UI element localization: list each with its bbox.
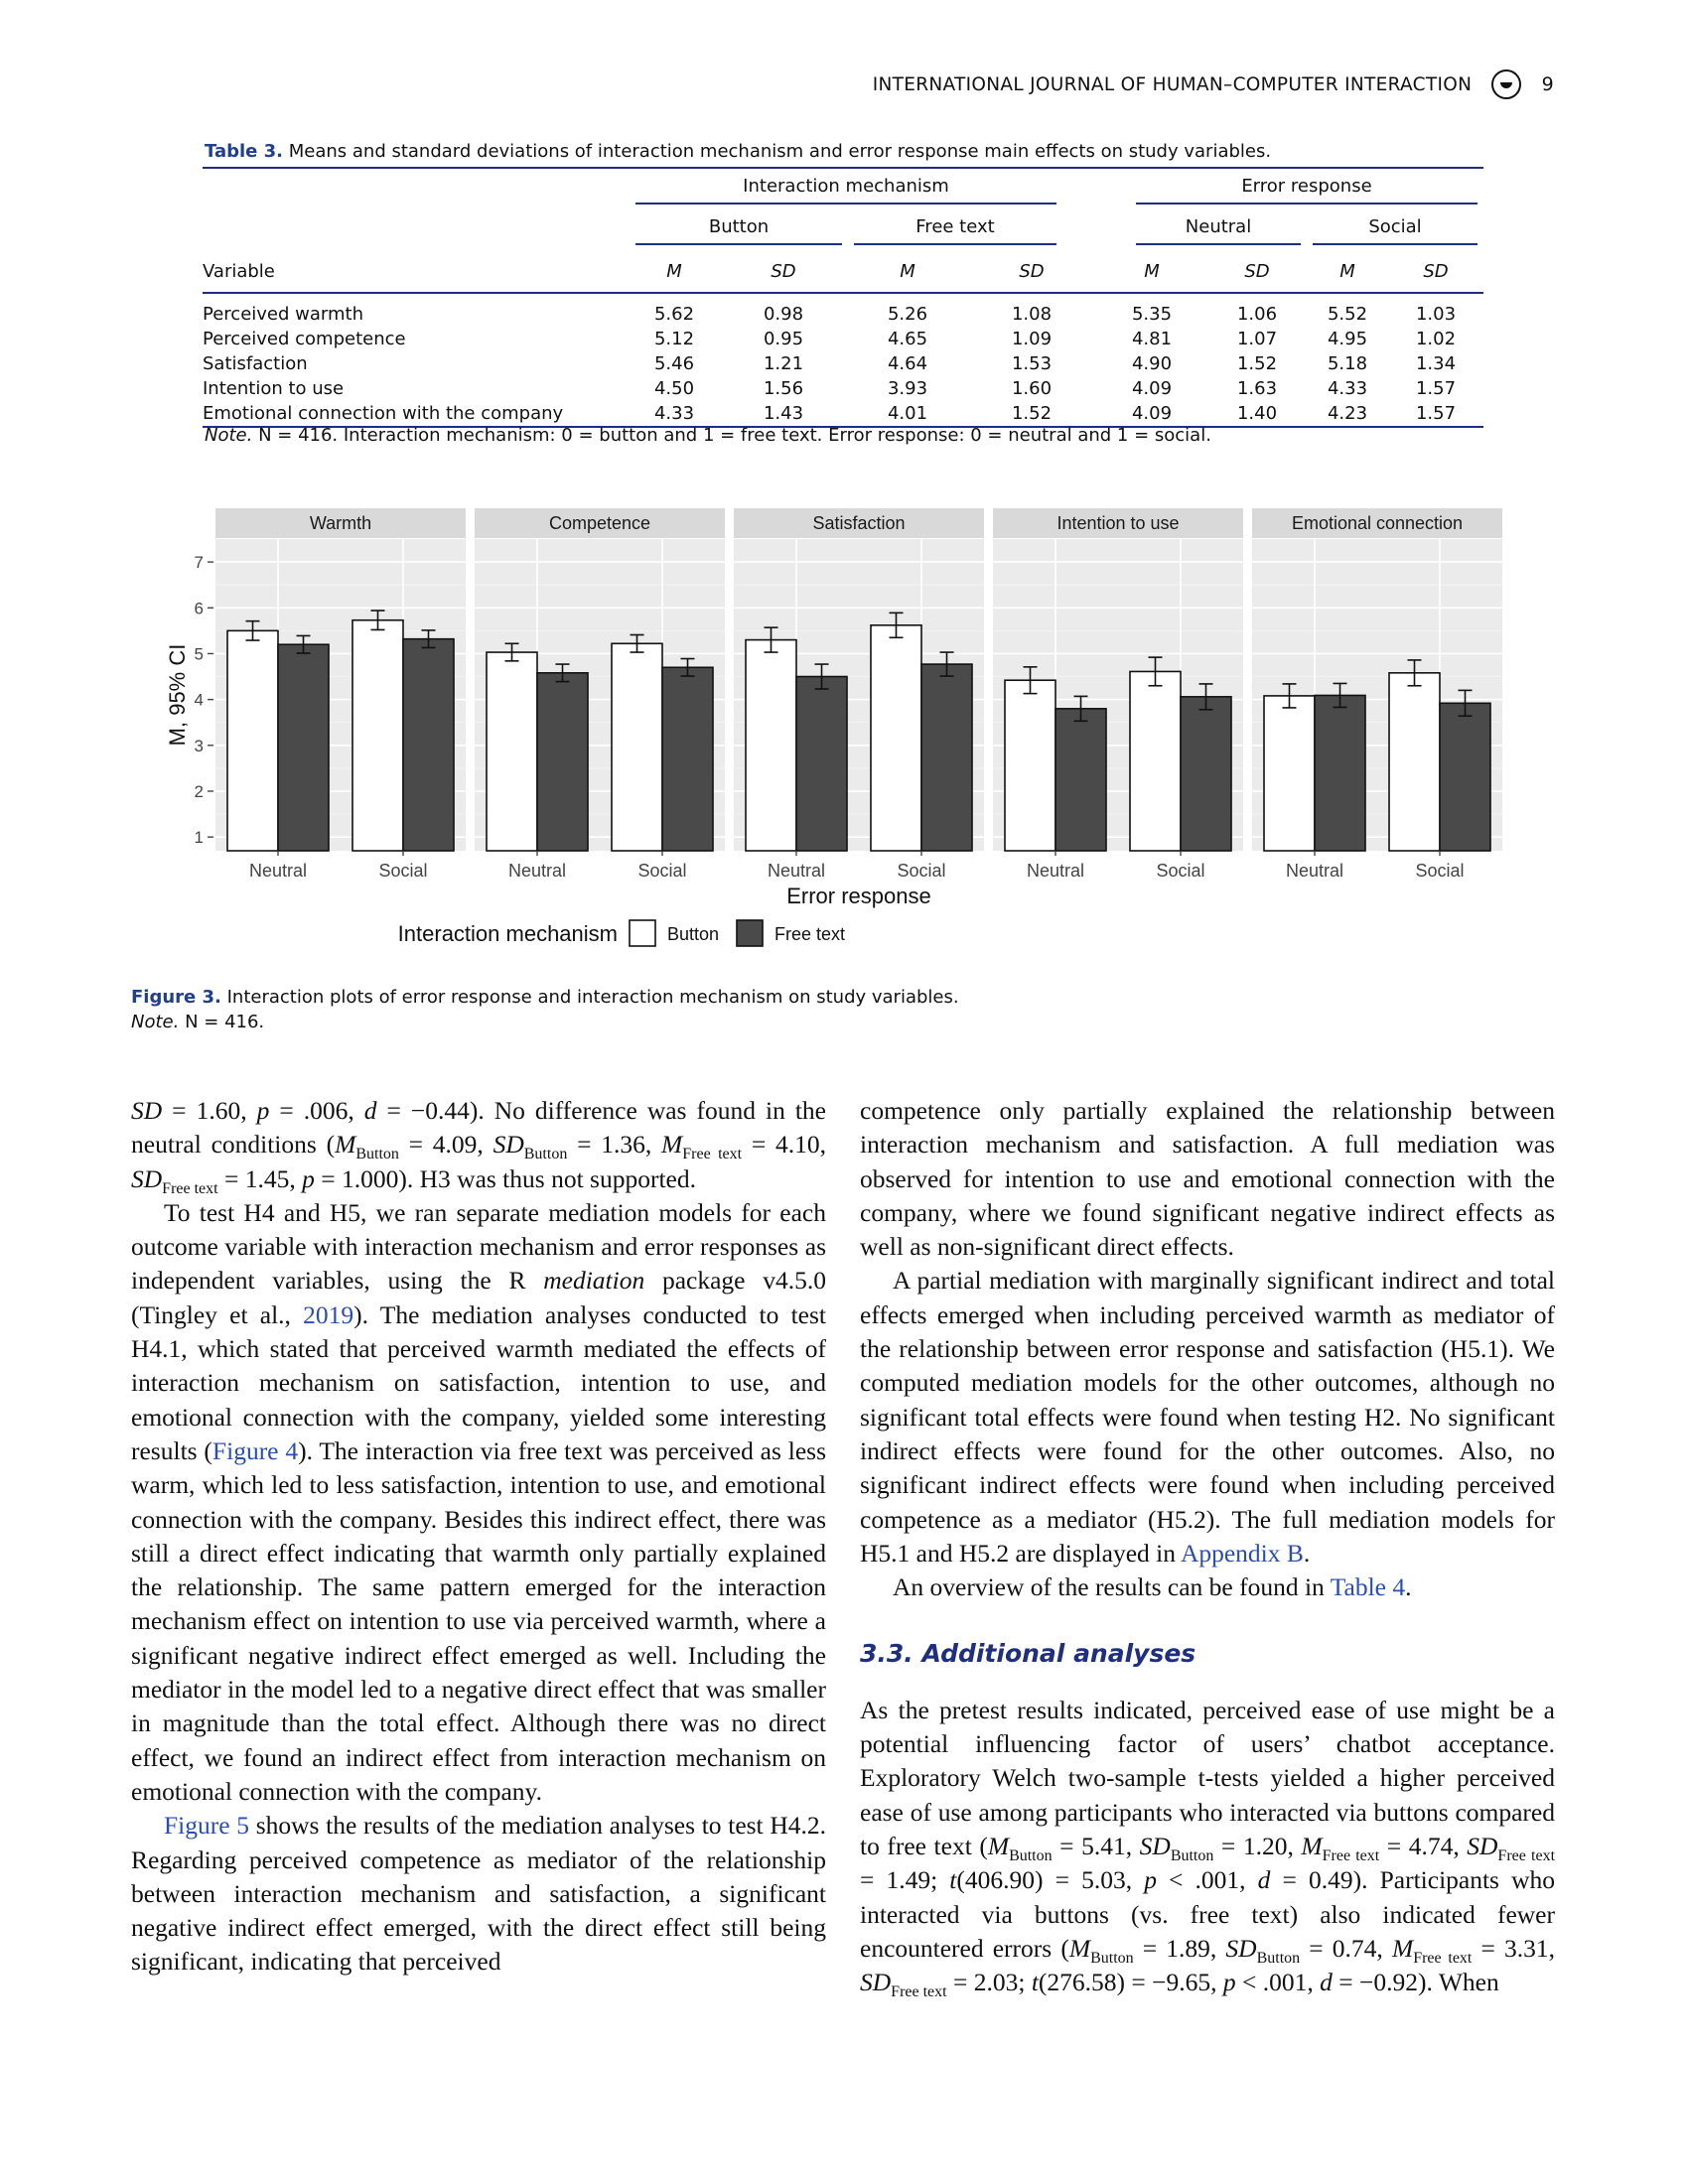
citation-link[interactable]: 2019: [303, 1299, 354, 1329]
header-m: M: [1307, 250, 1388, 293]
table-cell: 3.93: [887, 378, 928, 399]
table-label: Table 3.: [205, 141, 283, 162]
figure-5-link[interactable]: Figure 5: [164, 1811, 250, 1841]
row-label: Intention to use: [203, 378, 345, 399]
panel-title: Competence: [548, 513, 651, 533]
x-tick-label: Social: [378, 861, 428, 881]
x-tick-label: Neutral: [1026, 861, 1085, 881]
table-cell: 1.40: [1207, 401, 1307, 427]
bar: [537, 673, 588, 851]
table-note-text: N = 416. Interaction mechanism: 0 = button and 1 = free text. Error response: 0 = neutral and 1 = social.: [258, 425, 1211, 446]
body-paragraph: SD = 1.60, p = .006, d = −0.44). No difference was found in the neutral conditions ($M_{Button} = 4.09$, $SD_{Button} = 1.36$, $M_{Free text} = 4.10$, $SD_{Free text} = 1.45$, p = 1.000). H3 was thus not supported.: [131, 1096, 826, 1197]
table-row: [203, 327, 1483, 351]
header-sd: SD: [719, 250, 848, 293]
bar: [403, 639, 454, 851]
table-cell: 1.57: [1388, 401, 1483, 427]
body-paragraph: As the pretest results indicated, perceived ease of use might be a potential influencing factor of users’ chatbot acceptance. Exploratory Welch two-sample t-tests yielded a higher perceived ease of use among participants who interacted via buttons compared to free text ($M_{Button} = 5.41$, $SD_{Button} = 1.20$, $M_{Free text} = 4.74$, $SD_{Free text} = 1.49$; t(406.90) = 5.03, p < .001, d = 0.49). Participants who interacted via buttons (vs. free text) also indicated fewer encountered errors ($M_{Button} = 1.89$, $SD_{Button} = 0.74$, $M_{Free text} = 3.31$, $SD_{Free text} = 2.03$; t(276.58) = −9.65, p < .001, d = −0.92). When: [860, 1695, 1556, 2001]
table-cell: 1.09: [1011, 329, 1053, 349]
header-m: M: [848, 250, 967, 293]
y-tick-label: 3: [194, 736, 204, 755]
row-label: Satisfaction: [203, 353, 308, 374]
y-tick-label: 2: [194, 781, 204, 801]
results-table: [203, 167, 1483, 428]
bar: [796, 677, 847, 851]
panel-title: Emotional connection: [1291, 513, 1464, 533]
header-error-response: Error response: [1096, 168, 1483, 210]
table-cell: 1.63: [1236, 378, 1278, 399]
bar: [1005, 680, 1055, 851]
table-cell: 1.57: [1415, 378, 1457, 399]
table-cell: 4.09: [1131, 378, 1173, 399]
table-cell: 1.02: [1415, 329, 1457, 349]
table-cell: 4.64: [887, 353, 928, 374]
table-cell: 4.95: [1327, 329, 1368, 349]
journal-logo-icon: [1491, 69, 1521, 99]
left-column: [131, 1094, 826, 1979]
bar: [278, 644, 329, 851]
y-tick-label: 6: [194, 599, 204, 618]
bar: [487, 652, 537, 851]
table-row: [203, 401, 1483, 427]
panel-title: Intention to use: [1056, 513, 1180, 533]
table-cell: 5.62: [653, 304, 695, 325]
bar: [612, 643, 662, 851]
x-tick-label: Neutral: [248, 861, 308, 881]
table-cell: 1.60: [1011, 378, 1053, 399]
body-paragraph: An overview of the results can be found in Table 4.: [893, 1572, 1412, 1602]
table-cell: 4.09: [1096, 401, 1207, 427]
bar: [1055, 709, 1106, 851]
right-column: [860, 1094, 1555, 1999]
bar: [1181, 697, 1231, 851]
header-sd: SD: [967, 250, 1096, 293]
panel-title: Warmth: [309, 513, 372, 533]
x-tick-label: Social: [897, 861, 946, 881]
bar: [1315, 695, 1365, 851]
legend-label: Button: [667, 924, 720, 944]
y-axis-label: M, 95% CI: [165, 643, 190, 747]
table-note: [205, 425, 1211, 446]
table-caption-text: Means and standard deviations of interaction mechanism and error response main effects on study variables.: [288, 141, 1272, 162]
bar: [746, 640, 796, 851]
table-cell: 0.98: [763, 304, 804, 325]
table-cell: 5.12: [653, 329, 695, 349]
y-tick-label: 4: [194, 690, 204, 710]
table-cell: 5.26: [887, 304, 928, 325]
bar: [921, 664, 972, 851]
header-interaction-mechanism: Interaction mechanism: [630, 168, 1096, 210]
header-m: M: [630, 250, 719, 293]
section-heading: 3.3. Additional analyses: [860, 1639, 1196, 1669]
x-tick-label: Social: [1156, 861, 1205, 881]
x-tick-label: Social: [637, 861, 687, 881]
table-cell: 4.33: [630, 401, 719, 427]
x-tick-label: Neutral: [767, 861, 826, 881]
table-row: [203, 376, 1483, 401]
table-cell: 4.33: [1327, 378, 1368, 399]
header-button: Button: [630, 210, 848, 250]
x-tick-label: Social: [1415, 861, 1465, 881]
row-label: Perceived warmth: [203, 304, 363, 325]
figure-4-link[interactable]: Figure 4: [211, 1435, 299, 1465]
table-cell: 0.95: [763, 329, 804, 349]
row-label: Emotional connection with the company: [203, 401, 630, 427]
table-4-link[interactable]: Table 4: [1330, 1572, 1406, 1602]
table-cell: 1.56: [763, 378, 804, 399]
figure-caption: [131, 985, 959, 1034]
x-tick-label: Neutral: [1285, 861, 1344, 881]
table-cell: 5.52: [1327, 304, 1368, 325]
table-cell: 4.01: [848, 401, 967, 427]
body-paragraph: competence only partially explained the relationship between interaction mechanism and satisfaction. A full mediation was observed for intention to use and emotional connection with the company, where we found significant negative indirect effects as well as non-significant direct effects.: [860, 1096, 1555, 1262]
table-cell: 1.52: [967, 401, 1096, 427]
table-row: [203, 293, 1483, 327]
table-cell: 5.18: [1327, 353, 1368, 374]
row-label: Perceived competence: [203, 329, 406, 349]
table-cell: 4.23: [1307, 401, 1388, 427]
table-note-label: Note.: [205, 425, 253, 446]
appendix-b-link[interactable]: Appendix B: [1180, 1538, 1304, 1568]
table-cell: 1.43: [719, 401, 848, 427]
table-cell: 1.52: [1236, 353, 1278, 374]
x-tick-label: Neutral: [507, 861, 567, 881]
interaction-chart: [149, 496, 1529, 963]
header-neutral: Neutral: [1096, 210, 1307, 250]
table-cell: 1.34: [1415, 353, 1457, 374]
bar: [1264, 696, 1315, 851]
bar: [1130, 671, 1181, 851]
bar: [662, 667, 713, 851]
body-paragraph: A partial mediation with marginally significant indirect and total effects emerged when including perceived warmth as mediator of the relationship between error response and satisfaction (H5.1). We computed mediation models for the other outcomes, although no significant total effects were found when testing H2. No significant indirect effects were found for the other outcomes. Also, no significant indirect effects were found when including perceived competence as a mediator (H5.2). The full mediation models for H5.1 and H5.2 are displayed in Appendix B.: [860, 1266, 1555, 1568]
header-variable: Variable: [203, 250, 630, 293]
x-axis-label: Error response: [786, 884, 931, 908]
header-free-text: Free text: [848, 210, 1096, 250]
body-paragraph: Figure 5 shows the results of the mediation analyses to test H4.2. Regarding perceived competence as mediator of the relationship between interaction mechanism and satisfaction, a significant negative indirect effect emerged, with the direct effect still being significant, indicating that perceived: [131, 1811, 826, 1977]
table-cell: 4.50: [653, 378, 695, 399]
header-sd: SD: [1207, 250, 1307, 293]
bar: [352, 620, 403, 851]
table-cell: 1.21: [763, 353, 804, 374]
table-cell: 1.03: [1415, 304, 1457, 325]
table-cell: 4.90: [1131, 353, 1173, 374]
header-social: Social: [1307, 210, 1483, 250]
figure-caption-text: Interaction plots of error response and interaction mechanism on study variables.: [226, 987, 959, 1008]
journal-name: INTERNATIONAL JOURNAL OF HUMAN–COMPUTER INTERACTION: [872, 73, 1473, 95]
body-paragraph: To test H4 and H5, we ran separate mediation models for each outcome variable with interaction mechanism and error responses as independent variables, using the R mediation package v4.5.0 (Tingley et al., 2019). The mediation analyses conducted to test H4.1, which stated that perceived warmth mediated the effects of interaction mechanism on satisfaction, intention to use, and emotional connection with the company, yielded some interesting results (Figure 4). The interaction via free text was perceived as less warm, which led to less satisfaction, intention to use, and emotional connection with the company. Besides this indirect effect, there was still a direct effect indicating that warmth only partially explained the relationship. The same pattern emerged for the interaction mechanism effect on intention to use via perceived warmth, where a significant negative indirect effect emerged as well. Including the mediator in the model led to a negative direct effect that was smaller in magnitude than the total effect. Although there was no direct effect, we found an indirect effect from interaction mechanism on emotional connection with the company.: [131, 1197, 827, 1806]
table-cell: 1.08: [1011, 304, 1053, 325]
figure-note-label: Note.: [131, 1012, 180, 1032]
running-header: [0, 69, 1554, 99]
table-caption: [205, 141, 1271, 162]
table-cell: 4.65: [887, 329, 928, 349]
table-row: [203, 351, 1483, 376]
legend-swatch: [737, 920, 763, 946]
table-cell: 4.81: [1131, 329, 1173, 349]
y-tick-label: 5: [194, 644, 204, 664]
page-number: 9: [1541, 73, 1554, 95]
legend-title: Interaction mechanism: [397, 921, 618, 946]
table-cell: 5.35: [1131, 304, 1173, 325]
header-m: M: [1096, 250, 1207, 293]
header-sd: SD: [1388, 250, 1483, 293]
legend-swatch: [630, 920, 655, 946]
table-cell: 5.46: [653, 353, 695, 374]
bar: [1440, 703, 1490, 851]
bar: [227, 630, 278, 851]
table-cell: 1.53: [1011, 353, 1053, 374]
panel-title: Satisfaction: [812, 513, 906, 533]
figure-label: Figure 3.: [131, 987, 221, 1008]
bar: [1389, 673, 1440, 851]
y-tick-label: 7: [194, 553, 204, 573]
table-cell: 1.06: [1236, 304, 1278, 325]
y-tick-label: 1: [194, 828, 204, 848]
table-cell: 1.07: [1236, 329, 1278, 349]
figure-note-text: N = 416.: [185, 1012, 265, 1032]
legend-label: Free text: [774, 924, 846, 944]
bar: [871, 625, 921, 851]
